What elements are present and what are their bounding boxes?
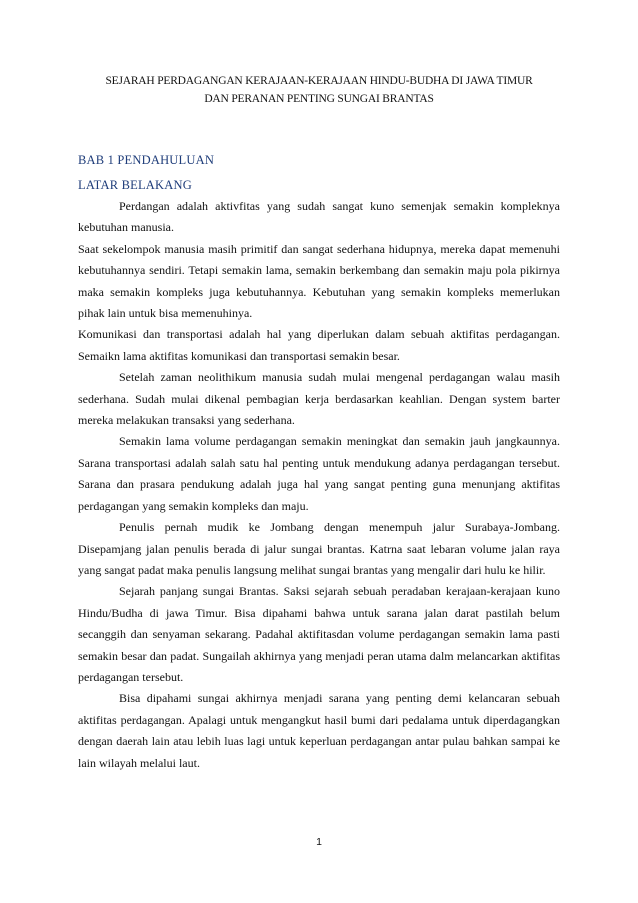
paragraph: Setelah zaman neolithikum manusia sudah mulai mengenal perdagangan walau masih sederhana. Sudah mulai dikenal pembagian kerja berdasarkan keahlian. Dengan system barter mereka melakukan transaksi yang sederhana. [78,370,560,428]
page-number: 1 [316,836,322,848]
paragraph: Penulis pernah mudik ke Jombang dengan menempuh jalur Surabaya-Jombang. Disepamjang jalan penulis berada di jalur sungai brantas. Katrna saat lebaran volume jalan raya yang sangat padat maka penulis langsung melihat sungai brantas yang mengalir dari hulu ke hilir. [78,520,560,577]
document-title [60,72,578,108]
chapter-heading: BAB 1 PENDAHULUAN [78,153,215,167]
paragraph: Saat sekelompok manusia masih primitif dan sangat sederhana hidupnya, mereka dapat memenuhi kebutuhannya sendiri. Tetapi semakin lama, semakin berkembang dan semakin maju pola pikirnya maka semakin kompleks juga kebutuhannya. Kebutuhan yang semakin kompleks memerlukan pihak lain untuk bisa memenuhinya. [78,241,560,321]
title-line-2: DAN PERANAN PENTING SUNGAI BRANTAS [204,93,434,105]
paragraph: Perdangan adalah aktivfitas yang sudah sangat kuno semenjak semakin kompleknya kebutuhan manusia. [78,199,560,235]
paragraph: Sejarah panjang sungai Brantas. Saksi sejarah sebuah peradaban kerajaan-kerajaan kuno Hindu/Budha di jawa Timur. Bisa dipahami bahwa untuk sarana jalan darat pastilah belum secanggih dan senyaman sekarang. Padahal aktifitasdan volume perdagangan semakin lama pasti semakin besar dan padat. Sungailah akhirnya yang menjadi peran utama dalm melancarkan aktifitas perdagangan tersebut. [78,584,560,684]
paragraph: Komunikasi dan transportasi adalah hal yang diperlukan dalam sebuah aktifitas perdagangan. Semaikn lama aktifitas komunikasi dan transportasi semakin besar. [78,327,560,363]
paragraph: Semakin lama volume perdagangan semakin meningkat dan semakin jauh jangkaunnya. Sarana transportasi adalah salah satu hal penting untuk mendukung adanya perdagangan tersebut. Sarana dan prasara pendukung adalah juga hal yang sangat penting guna menunjang aktifitas perdagangan yang semakin kompleks dan maju. [78,434,560,513]
title-line-1: SEJARAH PERDAGANGAN KERAJAAN-KERAJAAN HINDU-BUDHA DI JAWA TIMUR [105,75,533,87]
section-heading: LATAR BELAKANG [78,178,192,192]
paragraph: Bisa dipahami sungai akhirnya menjadi sarana yang penting demi kelancaran sebuah aktifitas perdagangan. Apalagi untuk mengangkut hasil bumi dari pedalama untuk diperdagangkan dengan daerah lain atau lebih luas lagi untuk keperluan perdagangan antar pulau bahkan sampai ke lain wilayah melalui laut. [78,691,560,770]
body-text [78,196,560,774]
